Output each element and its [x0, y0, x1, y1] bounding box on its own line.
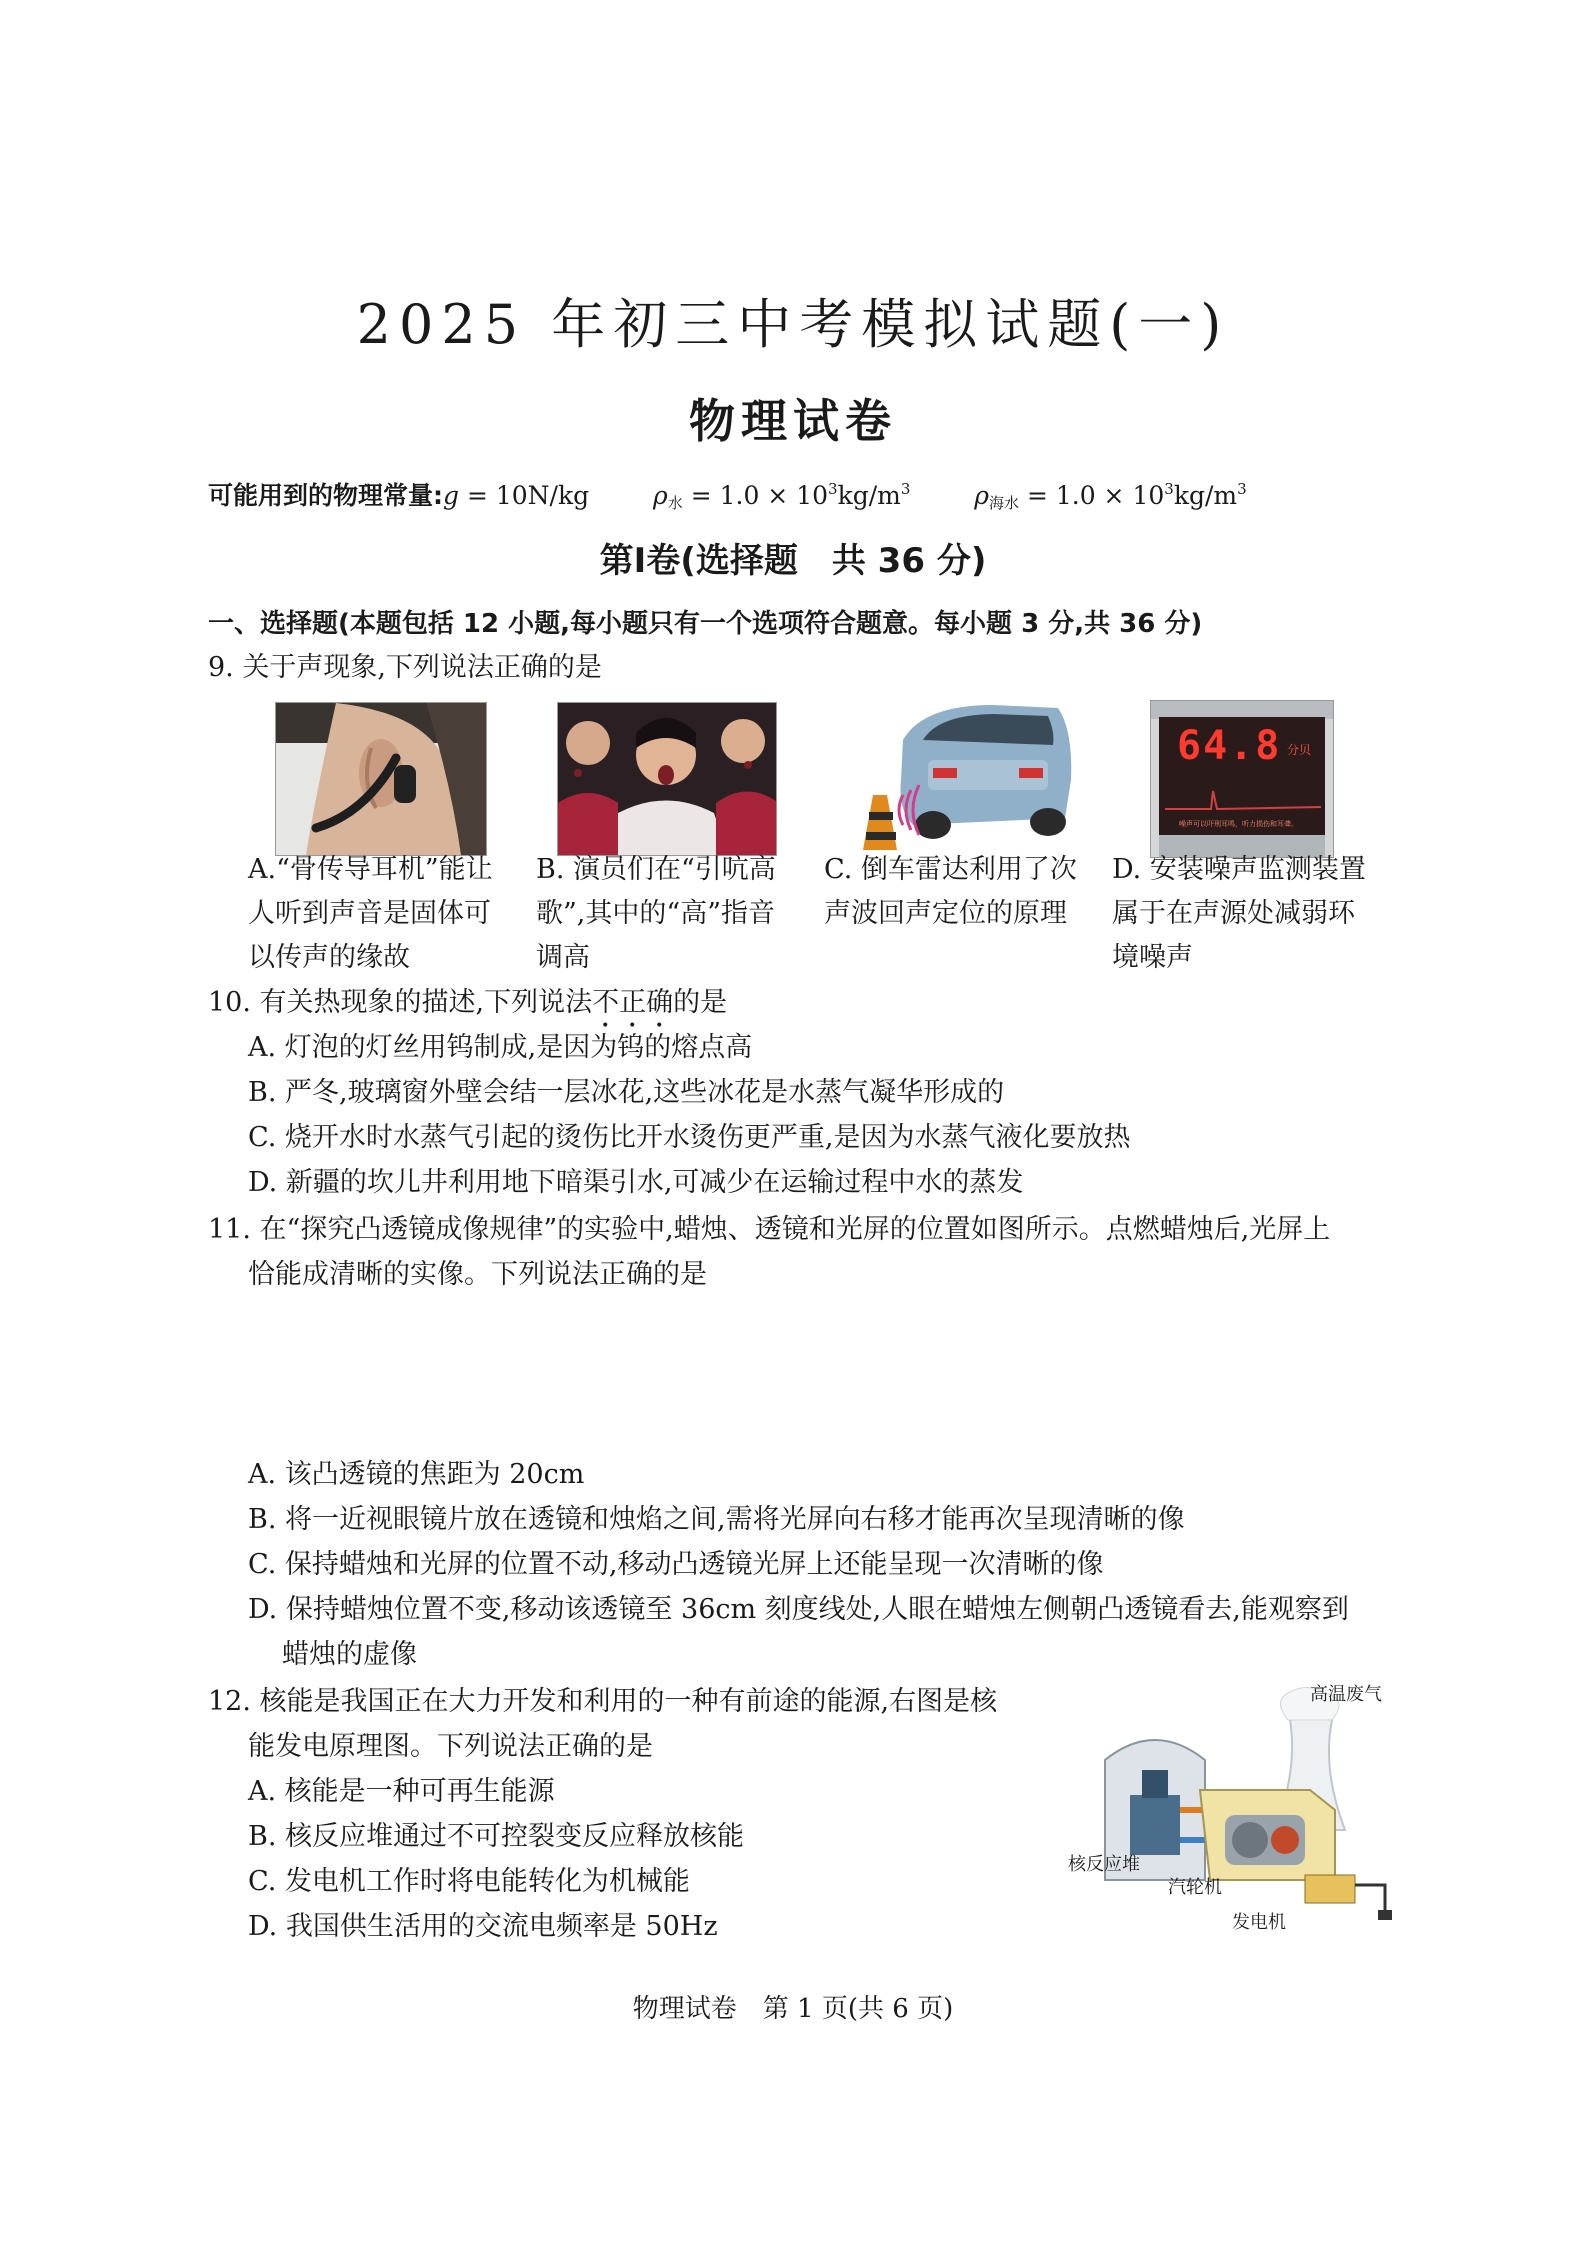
- q12-stem-line1: 12. 核能是我国正在大力开发和利用的一种有前途的能源,右图是核: [208, 1686, 998, 1717]
- q11-option-a: A. 该凸透镜的焦距为 20cm: [248, 1459, 585, 1490]
- q10-stem-a: 10. 有关热现象的描述,下列说法: [208, 987, 593, 1018]
- q11-option-c: C. 保持蜡烛和光屏的位置不动,移动凸透镜光屏上还能呈现一次清晰的像: [248, 1549, 1104, 1580]
- q10-option-d: D. 新疆的坎儿井利用地下暗渠引水,可减少在运输过程中水的蒸发: [248, 1167, 1024, 1198]
- rho-water-unit-exp: 3: [900, 480, 911, 498]
- exam-subtitle: 物理试卷: [689, 394, 897, 448]
- q10-option-c: C. 烧开水时水蒸气引起的烫伤比开水烫伤更严重,是因为水蒸气液化要放热: [248, 1122, 1131, 1153]
- rho-sea-symbol: ρ: [974, 481, 989, 510]
- q10-stem-b: 的是: [673, 987, 728, 1018]
- constants-label: 可能用到的物理常量:: [208, 481, 443, 510]
- q11-stem-line1: 11. 在“探究凸透镜成像规律”的实验中,蜡烛、透镜和光屏的位置如图所示。点燃蜡烛后,光屏上: [208, 1214, 1331, 1245]
- q12-option-d: D. 我国供生活用的交流电频率是 50Hz: [248, 1911, 718, 1942]
- g-symbol: g: [443, 481, 460, 510]
- rho-sea-unit-exp: 3: [1237, 480, 1247, 498]
- q9-option-b: B. 演员们在“引吭高歌”,其中的“高”指音调高: [536, 854, 776, 973]
- generator-label: 发电机: [1232, 1912, 1286, 1933]
- physical-constants: [208, 476, 1247, 513]
- rho-water-value: = 1.0 × 10: [682, 481, 829, 510]
- q9-option-c: C. 倒车雷达利用了次声波回声定位的原理: [824, 854, 1077, 929]
- q11-stem-line2: 恰能成清晰的实像。下列说法正确的是: [248, 1259, 707, 1290]
- q9-option-a: A.“骨传导耳机”能让人听到声音是固体可以传声的缘故: [248, 854, 493, 973]
- rho-water-exp: 3: [828, 480, 838, 498]
- q10-option-a: A. 灯泡的灯丝用钨制成,是因为钨的熔点高: [248, 1032, 753, 1063]
- section-one-title: 一、选择题(本题包括 12 小题,每小题只有一个选项符合题意。每小题 3 分,共 36 分): [208, 609, 1203, 639]
- rho-sea-value: = 1.0 × 10: [1019, 481, 1165, 510]
- rho-water-symbol: ρ: [653, 481, 668, 510]
- exhaust-label: 高温废气: [1310, 1684, 1382, 1705]
- q12-stem-line2: 能发电原理图。下列说法正确的是: [248, 1731, 653, 1762]
- part-one-title: 第Ⅰ卷(选择题 共 36 分): [599, 541, 987, 581]
- bone-conduction-headphone-image: [275, 702, 487, 856]
- nuclear-power-diagram: [1060, 1680, 1400, 1940]
- q12-option-a: A. 核能是一种可再生能源: [248, 1776, 555, 1807]
- q9-stem: 9. 关于声现象,下列说法正确的是: [208, 652, 602, 683]
- choir-singers-image: [557, 702, 777, 856]
- q11-option-d-cont: 蜡烛的虚像: [282, 1639, 417, 1670]
- noise-monitor-image: [1150, 700, 1334, 858]
- q12-option-c: C. 发电机工作时将电能转化为机械能: [248, 1866, 690, 1897]
- g-value: = 10N/kg: [459, 481, 590, 510]
- turbine-label: 汽轮机: [1168, 1877, 1222, 1898]
- noise-unit: 分贝: [1287, 743, 1312, 757]
- rho-sea-sub: 海水: [989, 494, 1020, 512]
- rho-water-sub: 水: [667, 494, 683, 512]
- reversing-radar-car-image: [843, 700, 1075, 858]
- q11-option-b: B. 将一近视眼镜片放在透镜和烛焰之间,需将光屏向右移才能再次呈现清晰的像: [248, 1504, 1185, 1535]
- q12-option-b: B. 核反应堆通过不可控裂变反应释放核能: [248, 1821, 745, 1852]
- page-footer: 物理试卷 第 1 页(共 6 页): [632, 1994, 954, 2024]
- exam-title: 2025 年初三中考模拟试题(一): [356, 293, 1230, 356]
- q10-stem-emphasis: 不正确: [592, 987, 674, 1018]
- q9-option-d: D. 安装噪声监测装置属于在声源处减弱环境噪声: [1112, 854, 1366, 973]
- rho-sea-unit: kg/m: [1173, 481, 1238, 510]
- q11-option-d: D. 保持蜡烛位置不变,移动该透镜至 36cm 刻度线处,人眼在蜡烛左侧朝凸透镜看去,能观察到: [248, 1594, 1349, 1625]
- noise-reading: 64.8: [1177, 723, 1282, 769]
- rho-sea-exp: 3: [1164, 480, 1174, 498]
- rho-water-unit: kg/m: [837, 481, 901, 510]
- q10-option-b: B. 严冬,玻璃窗外壁会结一层冰花,这些冰花是水蒸气凝华形成的: [248, 1077, 1005, 1108]
- reactor-label: 核反应堆: [1068, 1854, 1140, 1875]
- noise-caption: 噪声可以吓刑耳鸣，听力损伤和耳聋。: [1179, 820, 1298, 828]
